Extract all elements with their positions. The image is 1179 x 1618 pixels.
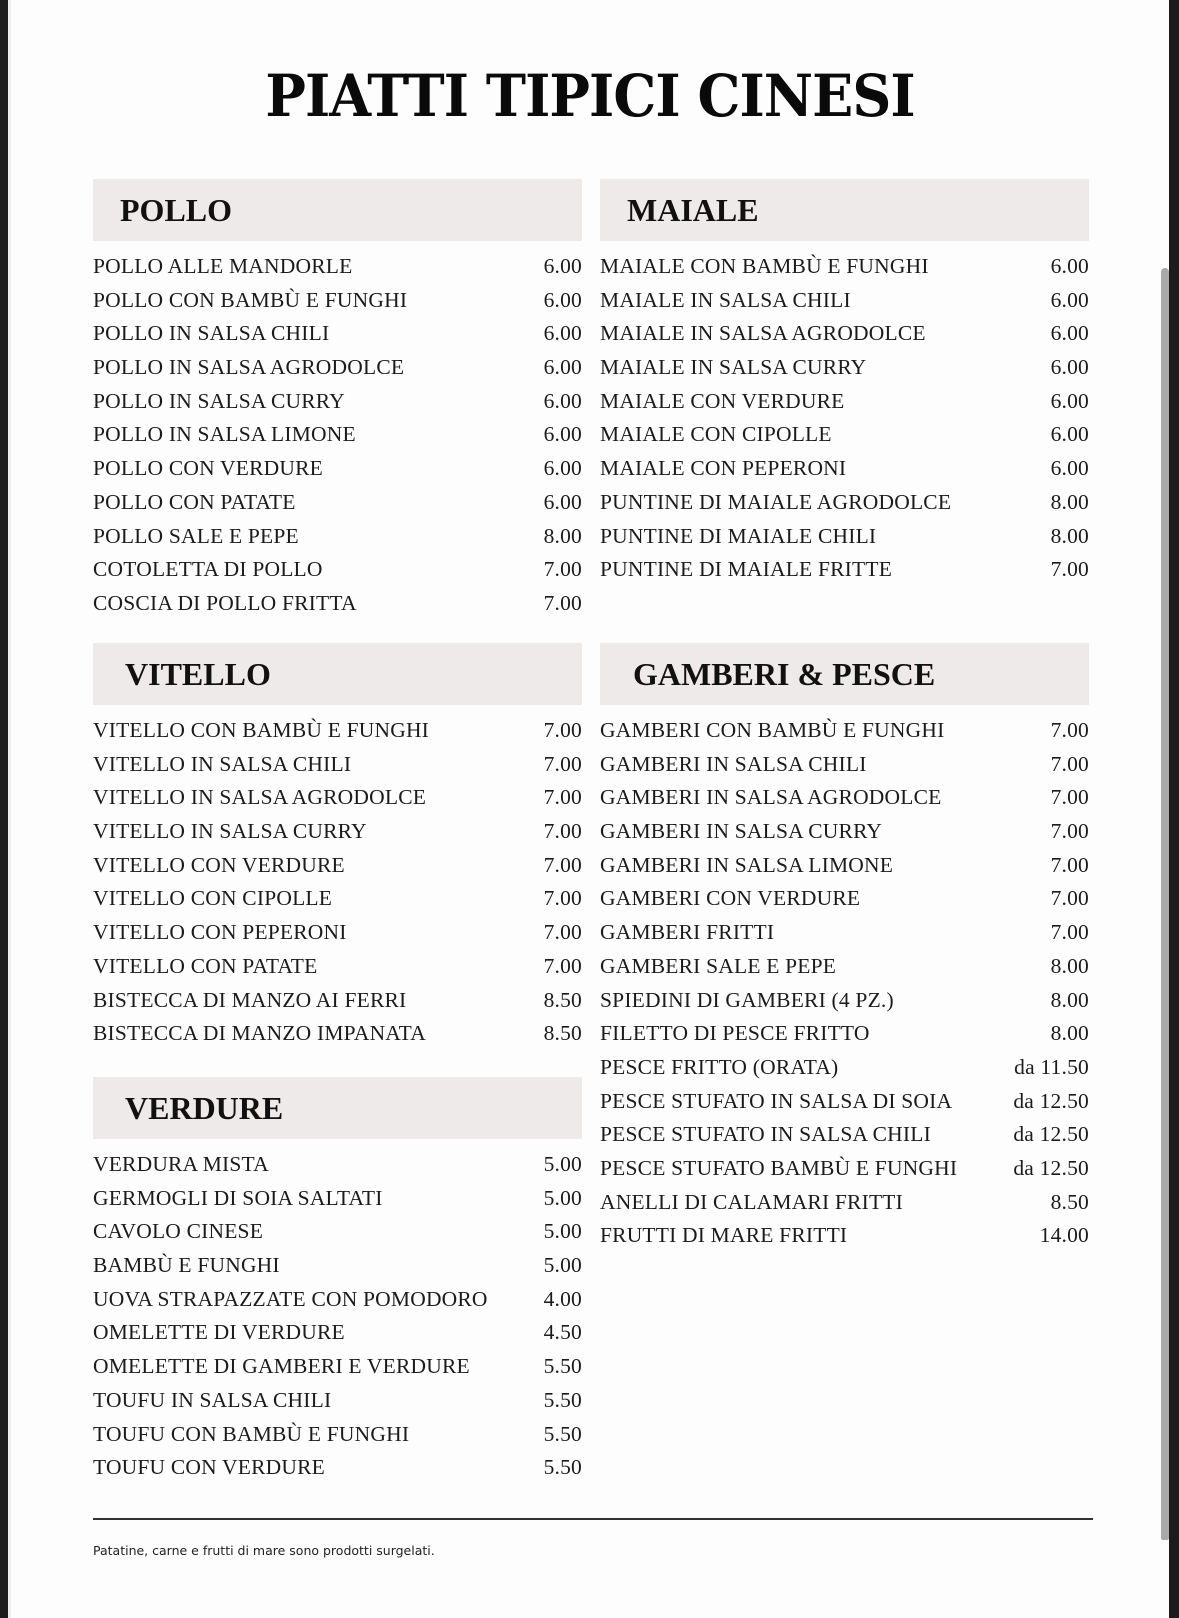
menu-item [93,785,582,819]
item-list [93,1152,582,1489]
menu-item [93,591,582,625]
menu-item-price: da 12.50 [1013,1155,1089,1180]
menu-item-price: 7.00 [1050,718,1089,742]
menu-item [600,1223,1089,1257]
menu-item-name: COSCIA DI POLLO FRITTA [93,590,357,615]
section-header-verdure [93,1077,582,1139]
menu-item [600,288,1089,322]
menu-item-name: POLLO SALE E PEPE [93,523,299,548]
menu-item-price: 6.00 [543,254,582,278]
menu-item [93,1388,582,1422]
menu-item-price: 7.00 [543,852,582,877]
menu-item-name: POLLO CON PATATE [93,489,296,514]
menu-item [600,422,1089,456]
menu-item-name: GAMBERI FRITTI [600,920,775,945]
section-maiale [600,179,1089,591]
item-list [93,254,582,625]
menu-item-name: MAIALE CON VERDURE [600,388,845,413]
section-gamberi-pesce [600,643,1089,1257]
section-header-pollo [93,179,582,241]
menu-item-name: OMELETTE DI GAMBERI E VERDURE [93,1354,470,1379]
section-vitello [93,643,582,1055]
menu-item-price: 6.00 [1050,355,1089,380]
section-verdure [93,1077,582,1489]
menu-item-price: da 11.50 [1014,1054,1089,1079]
menu-item [600,785,1089,819]
menu-item [93,752,582,786]
menu-item [93,456,582,490]
menu-item [93,1152,582,1186]
menu-item-name: BAMBÙ E FUNGHI [93,1253,280,1278]
menu-item-price: 5.50 [543,1354,582,1379]
menu-item-name: BISTECCA DI MANZO AI FERRI [93,987,407,1012]
menu-item-price: 5.00 [543,1185,582,1210]
menu-item [600,321,1089,355]
menu-item [600,1089,1089,1123]
menu-item [93,1455,582,1489]
section-title: MAIALE [627,191,759,228]
menu-item [93,718,582,752]
menu-item-name: OMELETTE DI VERDURE [93,1320,345,1345]
page-title: PIATTI TIPICI CINESI [265,62,915,130]
menu-item-price: 5.50 [543,1421,582,1446]
menu-item-name: GAMBERI IN SALSA CHILI [600,751,867,776]
menu-item [600,490,1089,524]
menu-item [93,1354,582,1388]
menu-item-name: GERMOGLI DI SOIA SALTATI [93,1185,383,1210]
menu-item-price: 7.00 [543,718,582,742]
menu-item-name: PUNTINE DI MAIALE FRITTE [600,557,893,582]
menu-item [600,1122,1089,1156]
menu-item-name: GAMBERI IN SALSA LIMONE [600,852,894,877]
menu-item-price: 7.00 [543,886,582,911]
menu-item [600,718,1089,752]
menu-item [600,254,1089,288]
menu-item [600,988,1089,1022]
menu-item-price: 7.00 [543,920,582,945]
menu-item-name: FRUTTI DI MARE FRITTI [600,1223,848,1248]
menu-item-name: PESCE STUFATO IN SALSA DI SOIA [600,1088,953,1113]
menu-item [600,886,1089,920]
item-list [93,718,582,1055]
menu-item-price: 6.00 [1050,456,1089,481]
item-list [600,254,1089,591]
menu-item-price: 7.00 [1050,852,1089,877]
menu-item [93,819,582,853]
menu-item-price: 6.00 [543,321,582,346]
menu-item-price: 7.00 [1050,819,1089,844]
section-title: POLLO [120,191,233,228]
menu-item-price: 5.00 [543,1152,582,1176]
menu-item-name: VITELLO IN SALSA CHILI [93,751,352,776]
menu-item [93,1320,582,1354]
menu-item-price: 8.00 [1050,489,1089,514]
menu-item-name: SPIEDINI DI GAMBERI (4 PZ.) [600,987,894,1012]
menu-item-name: MAIALE IN SALSA CURRY [600,355,867,380]
menu-item-price: 6.00 [543,422,582,447]
menu-item [600,920,1089,954]
menu-item-name: MAIALE CON CIPOLLE [600,422,832,447]
footer-divider [93,1518,1093,1520]
menu-item-name: GAMBERI IN SALSA AGRODOLCE [600,785,942,810]
menu-item-price: 7.00 [543,751,582,776]
menu-item-name: MAIALE IN SALSA CHILI [600,287,851,312]
menu-item-name: CAVOLO CINESE [93,1219,264,1244]
menu-item [600,389,1089,423]
menu-item-price: 7.00 [1050,886,1089,911]
menu-item [600,456,1089,490]
menu-item-name: MAIALE IN SALSA AGRODOLCE [600,321,926,346]
menu-item [600,853,1089,887]
menu-item-price: 4.00 [543,1286,582,1311]
menu-item-name: TOUFU IN SALSA CHILI [93,1387,332,1412]
footnote: Patatine, carne e frutti di mare sono prodotti surgelati. [93,1543,435,1558]
menu-item-price: 6.00 [543,388,582,413]
menu-item-name: POLLO CON BAMBÙ E FUNGHI [93,287,408,312]
menu-item-name: MAIALE CON PEPERONI [600,456,847,481]
menu-item [93,389,582,423]
section-header-maiale [600,179,1089,241]
menu-item-name: UOVA STRAPAZZATE CON POMODORO [93,1286,488,1311]
menu-item [93,853,582,887]
menu-item-name: GAMBERI SALE E PEPE [600,953,837,978]
menu-item [93,954,582,988]
menu-item-price: 8.00 [543,523,582,548]
menu-item-price: 5.00 [543,1219,582,1244]
menu-item-price: 5.50 [543,1455,582,1480]
menu-item-name: COTOLETTA DI POLLO [93,557,323,582]
menu-item-price: 6.00 [543,489,582,514]
menu-item-name: POLLO IN SALSA CURRY [93,388,345,413]
menu-item [93,1253,582,1287]
menu-item [600,954,1089,988]
menu-item-price: 6.00 [1050,422,1089,447]
menu-item-name: GAMBERI IN SALSA CURRY [600,819,883,844]
menu-item-name: PESCE FRITTO (ORATA) [600,1054,839,1079]
menu-item-price: 14.00 [1039,1223,1089,1248]
menu-item [93,1186,582,1220]
section-title: VERDURE [125,1089,284,1126]
menu-item-name: POLLO IN SALSA AGRODOLCE [93,355,405,380]
menu-item-price: 6.00 [543,355,582,380]
menu-item-name: PESCE STUFATO BAMBÙ E FUNGHI [600,1155,958,1180]
menu-item [93,490,582,524]
menu-item [600,819,1089,853]
menu-item [600,752,1089,786]
menu-item [93,321,582,355]
menu-item [93,920,582,954]
menu-item-price: 6.00 [1050,388,1089,413]
menu-item [93,886,582,920]
menu-item-price: 7.00 [1050,751,1089,776]
menu-item-name: POLLO IN SALSA CHILI [93,321,330,346]
menu-item-name: POLLO IN SALSA LIMONE [93,422,356,447]
menu-item-price: 8.50 [543,987,582,1012]
menu-item [93,288,582,322]
menu-item-name: POLLO CON VERDURE [93,456,323,481]
menu-item-price: 4.50 [543,1320,582,1345]
menu-item-name: VERDURA MISTA [93,1152,269,1176]
menu-item-price: 8.50 [1050,1189,1089,1214]
menu-item-price: 5.00 [543,1253,582,1278]
menu-item-name: POLLO ALLE MANDORLE [93,254,353,278]
menu-item [93,1021,582,1055]
menu-item [600,1021,1089,1055]
menu-item-name: FILETTO DI PESCE FRITTO [600,1021,870,1046]
menu-page [8,0,1169,1618]
menu-item-name: VITELLO CON CIPOLLE [93,886,333,911]
menu-item [600,1156,1089,1190]
menu-item-price: 8.00 [1050,523,1089,548]
menu-item-price: 7.00 [543,819,582,844]
menu-item-price: 7.00 [1050,557,1089,582]
menu-item-price: 7.00 [543,557,582,582]
section-title: GAMBERI & PESCE [633,655,936,692]
menu-item-name: TOUFU CON BAMBÙ E FUNGHI [93,1421,410,1446]
menu-item-price: 8.00 [1050,953,1089,978]
menu-item [600,355,1089,389]
menu-item-name: MAIALE CON BAMBÙ E FUNGHI [600,254,929,278]
menu-item-name: PUNTINE DI MAIALE CHILI [600,523,877,548]
menu-item-name: VITELLO CON PATATE [93,953,318,978]
menu-item [93,524,582,558]
menu-item [600,524,1089,558]
section-header-gamberi-pesce [600,643,1089,705]
menu-item-price: 8.00 [1050,987,1089,1012]
menu-item-price: 7.00 [1050,785,1089,810]
menu-item-name: VITELLO IN SALSA CURRY [93,819,367,844]
menu-item-name: ANELLI DI CALAMARI FRITTI [600,1189,903,1214]
menu-item-name: VITELLO IN SALSA AGRODOLCE [93,785,427,810]
menu-item [93,1422,582,1456]
menu-item-name: BISTECCA DI MANZO IMPANATA [93,1021,426,1046]
menu-item-name: VITELLO CON PEPERONI [93,920,347,945]
menu-item-price: da 12.50 [1013,1088,1089,1113]
menu-item-price: 8.00 [1050,1021,1089,1046]
menu-item-price: 7.00 [543,953,582,978]
item-list [600,718,1089,1257]
menu-item-price: 7.00 [1050,920,1089,945]
menu-item-price: da 12.50 [1013,1122,1089,1147]
menu-item [600,1055,1089,1089]
menu-item-price: 6.00 [1050,254,1089,278]
section-title: VITELLO [125,655,271,692]
menu-item [93,1219,582,1253]
menu-item [93,1287,582,1321]
menu-item-price: 6.00 [1050,321,1089,346]
menu-item-name: PESCE STUFATO IN SALSA CHILI [600,1122,931,1147]
menu-item-price: 8.50 [543,1021,582,1046]
section-pollo [93,179,582,625]
menu-item-price: 7.00 [543,785,582,810]
menu-item-price: 5.50 [543,1387,582,1412]
menu-item [93,557,582,591]
menu-item [600,1190,1089,1224]
section-header-vitello [93,643,582,705]
menu-item-price: 7.00 [543,590,582,615]
menu-item-price: 6.00 [1050,287,1089,312]
menu-item-name: TOUFU CON VERDURE [93,1455,325,1480]
menu-item [93,355,582,389]
menu-item-price: 6.00 [543,456,582,481]
menu-item [93,988,582,1022]
menu-item-name: PUNTINE DI MAIALE AGRODOLCE [600,489,952,514]
vertical-scrollbar-thumb[interactable] [1161,268,1169,1540]
menu-item-name: GAMBERI CON BAMBÙ E FUNGHI [600,718,945,742]
menu-item [93,422,582,456]
menu-item-price: 6.00 [543,287,582,312]
menu-item [600,557,1089,591]
menu-item [93,254,582,288]
menu-item-name: GAMBERI CON VERDURE [600,886,861,911]
menu-item-name: VITELLO CON BAMBÙ E FUNGHI [93,718,430,742]
menu-item-name: VITELLO CON VERDURE [93,852,345,877]
